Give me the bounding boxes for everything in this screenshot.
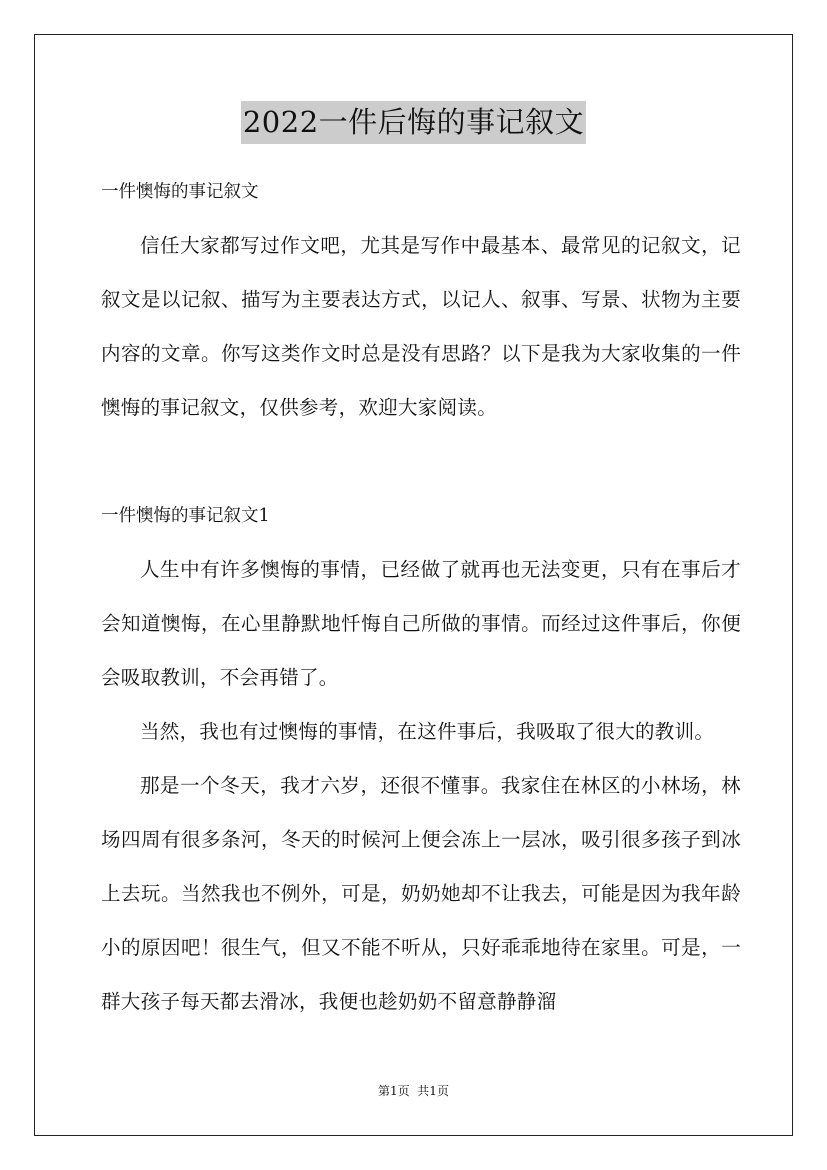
page-footer [0,1083,827,1099]
title-block [0,101,827,144]
section-spacer [101,435,741,489]
paragraph: 信任大家都写过作文吧，尤其是写作中最基本、最常见的记叙文，记叙文是以记叙、描写为主要表达方式，以记人、叙事、写景、状物为主要内容的文章。你写这类作文时总是没有思路？以下是我为大家收集的一件懊悔的事记叙文，仅供参考，欢迎大家阅读。 [101,234,741,419]
section-heading: 一件懊悔的事记叙文1 [101,506,270,526]
paragraph: 当然，我也有过懊悔的事情，在这件事后，我吸取了很大的教训。 [140,720,715,743]
document-title: 2022一件后悔的事记叙文 [241,101,586,144]
paragraph: 人生中有许多懊悔的事情，已经做了就再也无法变更，只有在事后才会知道懊悔，在心里静默地忏悔自己所做的事情。而经过这件事后，你便会吸取教训，不会再错了。 [101,558,741,689]
section-heading: 一件懊悔的事记叙文 [101,182,259,202]
page-number: 第1页 共1页 [378,1084,449,1098]
document-body [101,165,741,1029]
paragraph: 那是一个冬天，我才六岁，还很不懂事。我家住在林区的小林场，林场四周有很多条河，冬天的时候河上便会冻上一层冰，吸引很多孩子到冰上去玩。当然我也不例外，可是，奶奶她却不让我去，可能是因为我年龄小的原因吧！很生气，但又不能不听从，只好乖乖地待在家里。可是，一群大孩子每天都去滑冰，我便也趁奶奶不留意静静溜 [101,774,741,1013]
